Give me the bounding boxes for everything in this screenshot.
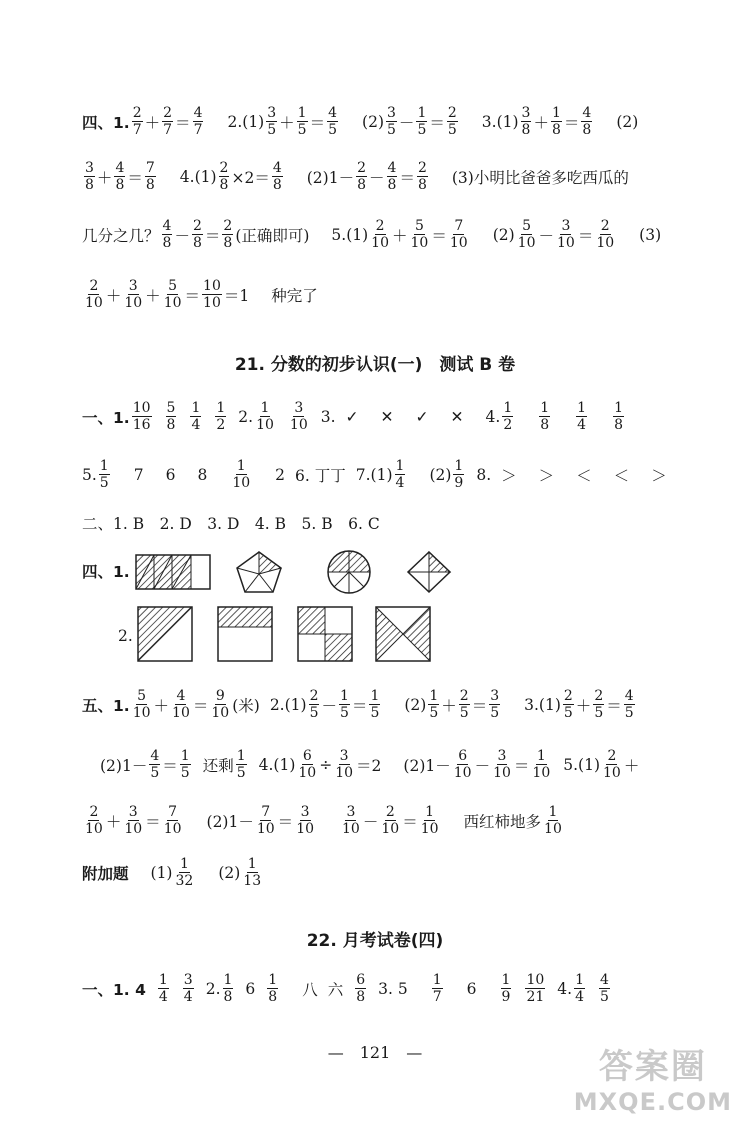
square-triangles-figure: [376, 607, 430, 661]
fraction: $\frac{1}{5}$: [99, 458, 109, 492]
fraction: $\frac{3}{10}$: [342, 804, 360, 838]
fraction: $\frac{1}{9}$: [454, 458, 464, 492]
fraction: $\frac{2}{8}$: [192, 218, 202, 252]
fraction: $\frac{2}{10}$: [85, 278, 103, 312]
fraction: $\frac{5}{8}$: [166, 400, 176, 434]
fraction: $\frac{4}{8}$: [115, 160, 125, 194]
fraction: $\frac{1}{5}$: [417, 105, 427, 139]
fraction: $\frac{3}{4}$: [183, 972, 193, 1006]
answer-line: 四、1. $\frac{2}{7}$ ＋ $\frac{2}{7}$ ＝ $\frac{4}{7}$ 2.(1) $\frac{3}{5}$ ＋ $\frac{1}{5}$ ＝ $\frac{4}{5}$ (2) $\frac{3}{5}$ － $\frac{1}{5}$ ＝ $\frac{2}{5}$ 3.(1) $\frac{3}{8}$ ＋ $\frac{1}{8}$ ＝ $\frac{4}{8}$ (2): [82, 105, 639, 139]
fraction: $\frac{7}{10}$: [449, 218, 468, 252]
check-mark: ✓: [345, 407, 359, 426]
fraction: $\frac{10}{21}$: [526, 972, 545, 1006]
fraction: $\frac{1}{10}$: [420, 804, 439, 838]
fraction: $\frac{4}{8}$: [272, 160, 282, 194]
circle-fraction-figure: [328, 551, 370, 593]
fraction: $\frac{1}{9}$: [501, 972, 511, 1006]
fraction: $\frac{1}{8}$: [540, 400, 550, 434]
fraction: $\frac{3}{10}$: [289, 400, 308, 434]
fraction: $\frac{5}{10}$: [163, 278, 182, 312]
compare-sign: ＜: [576, 466, 592, 485]
fraction: $\frac{3}{10}$: [335, 748, 354, 782]
rectangle-fraction-figure: [136, 555, 210, 589]
shape-figures-row-2: [136, 605, 456, 665]
fraction: $\frac{3}{10}$: [296, 804, 315, 838]
answer-line: 一、1. 4 $\frac{1}{4}$ $\frac{3}{4}$ 2. $\frac{1}{8}$ 6 $\frac{1}{8}$ 八 六 $\frac{6}{8}$ 3. 5 $\frac{1}{7}$ 6 $\frac{1}{9}$ $\frac{10}{21}$ 4. $\frac{1}{4}$ $\frac{4}{5}$: [82, 972, 609, 1006]
fraction: $\frac{2}{10}$: [381, 804, 400, 838]
fraction: $\frac{4}{5}$: [624, 688, 634, 722]
fraction: $\frac{1}{5}$: [340, 688, 349, 722]
fraction: $\frac{1}{4}$: [191, 400, 201, 434]
compare-sign: ＞: [651, 466, 667, 485]
fraction: $\frac{4}{5}$: [150, 748, 160, 782]
diamond-fraction-figure: [408, 552, 450, 592]
pentagon-fraction-figure: [237, 552, 281, 592]
fraction: $\frac{1}{8}$: [614, 400, 624, 434]
fraction: $\frac{9}{10}$: [211, 688, 230, 722]
fraction: $\frac{7}{10}$: [163, 804, 182, 838]
fraction: $\frac{7}{10}$: [256, 804, 275, 838]
fraction: $\frac{6}{10}$: [298, 748, 317, 782]
answer-line: (2)1－ $\frac{4}{5}$ ＝ $\frac{1}{5}$ 还剩 $\frac{1}{5}$ 4.(1) $\frac{6}{10}$ ÷ $\frac{3}{10}$ ＝2 (2)1－ $\frac{6}{10}$ － $\frac{3}{10}$ ＝ $\frac{1}{10}$ 5.(1) $\frac{2}{10}$ ＋: [100, 748, 640, 782]
fraction: $\frac{6}{8}$: [356, 972, 366, 1006]
section-title: 21. 分数的初步认识(一) 测试 B 卷: [234, 355, 516, 375]
fraction: $\frac{4}{8}$: [162, 218, 172, 252]
check-mark: ✓: [415, 407, 429, 426]
fraction: $\frac{2}{5}$: [563, 688, 573, 722]
fraction: $\frac{3}{8}$: [521, 105, 531, 139]
compare-sign: ＞: [538, 466, 555, 485]
fraction: $\frac{2}{10}$: [596, 218, 615, 252]
fraction: $\frac{2}{8}$: [223, 218, 233, 252]
fraction: $\frac{1}{4}$: [395, 458, 405, 492]
square-quarters-figure: [298, 607, 352, 661]
shape-figures-row-1: [134, 550, 454, 600]
fraction: $\frac{2}{7}$: [163, 105, 173, 139]
fraction: $\frac{1}{7}$: [432, 972, 442, 1006]
fraction: $\frac{2}{5}$: [459, 688, 469, 722]
fraction: $\frac{2}{8}$: [357, 160, 366, 194]
fraction: $\frac{1}{32}$: [175, 856, 194, 890]
fraction: $\frac{2}{5}$: [594, 688, 604, 722]
answer-line: 四、1.: [82, 563, 130, 581]
fraction: $\frac{3}{10}$: [124, 804, 143, 838]
fraction: $\frac{1}{5}$: [236, 748, 246, 782]
fraction: $\frac{2}{5}$: [309, 688, 319, 722]
fraction: $\frac{1}{4}$: [577, 400, 587, 434]
fraction: $\frac{4}{8}$: [582, 105, 592, 139]
watermark-logo: 答案圈 MXQE.COM: [573, 1047, 732, 1116]
answer-line: 五、1. $\frac{5}{10}$ ＋ $\frac{4}{10}$ ＝ $\frac{9}{10}$ (米) 2.(1) $\frac{2}{5}$ － $\frac{1}{5}$ ＝ $\frac{1}{5}$ (2) $\frac{1}{5}$ ＋ $\frac{2}{5}$ ＝ $\frac{3}{5}$ 3.(1) $\frac{2}{5}$ ＋ $\frac{2}{5}$ ＝ $\frac{4}{5}$: [82, 688, 634, 722]
answer-line: 一、1. $\frac{10}{16}$ $\frac{5}{8}$ $\frac{1}{4}$ $\frac{1}{2}$ 2. $\frac{1}{10}$ $\frac{3}{10}$ 3. ✓ ✕ ✓ ✕ 4. $\frac{1}{2}$ $\frac{1}{8}$ $\frac{1}{4}$ $\frac{1}{8}$: [82, 400, 624, 434]
fraction: $\frac{1}{10}$: [232, 458, 251, 492]
fraction: $\frac{2}{10}$: [371, 218, 389, 252]
answer-line: 2.: [118, 627, 133, 645]
fraction: $\frac{2}{10}$: [603, 748, 621, 782]
fraction: $\frac{1}{5}$: [429, 688, 439, 722]
fraction: $\frac{5}{10}$: [132, 688, 151, 722]
answer-line: 几分之几？ $\frac{4}{8}$ － $\frac{2}{8}$ ＝ $\frac{2}{8}$ (正确即可) 5.(1) $\frac{2}{10}$ ＋ $\frac{5}{10}$ ＝ $\frac{7}{10}$ (2) $\frac{5}{10}$ － $\frac{3}{10}$ ＝ $\frac{2}{10}$ (3): [82, 218, 662, 252]
fraction: $\frac{2}{10}$: [85, 804, 103, 838]
cross-mark: ✕: [450, 407, 464, 426]
fraction: $\frac{10}{10}$: [203, 278, 221, 312]
compare-sign: ＜: [613, 466, 630, 485]
fraction: $\frac{3}{5}$: [387, 105, 396, 139]
answer-line: 5. $\frac{1}{5}$ 7 6 8 $\frac{1}{10}$ 2 6. 丁丁 7.(1) $\frac{1}{4}$ (2) $\frac{1}{9}$ 8. ＞ ＞ ＜ ＜ ＞: [82, 458, 667, 492]
fraction: $\frac{1}{5}$: [180, 748, 190, 782]
answer-line: $\frac{3}{8}$ ＋ $\frac{4}{8}$ ＝ $\frac{7}{8}$ 4.(1) $\frac{2}{8}$ ×2＝ $\frac{4}{8}$ (2)1－ $\frac{2}{8}$ － $\frac{4}{8}$ ＝ $\frac{2}{8}$ (3)小明比爸爸多吃西瓜的: [85, 160, 629, 194]
page-number: — 121 —: [327, 1043, 423, 1062]
fraction: $\frac{2}{7}$: [132, 105, 142, 139]
fraction: $\frac{5}{10}$: [517, 218, 536, 252]
fraction: $\frac{1}{5}$: [297, 105, 307, 139]
fraction: $\frac{4}{5}$: [328, 105, 338, 139]
fraction: $\frac{3}{10}$: [493, 748, 511, 782]
section-title: 22. 月考试卷(四): [306, 931, 444, 951]
fraction: $\frac{4}{7}$: [193, 105, 203, 139]
cross-mark: ✕: [380, 407, 394, 426]
question-label: 四、1.: [82, 113, 130, 132]
fraction: $\frac{1}{8}$: [223, 972, 233, 1006]
rectangle-half-figure: [218, 607, 272, 661]
fraction: $\frac{1}{10}$: [532, 748, 551, 782]
fraction: $\frac{3}{5}$: [490, 688, 500, 722]
fraction: $\frac{1}{8}$: [268, 972, 278, 1006]
fraction: $\frac{7}{8}$: [145, 160, 155, 194]
answer-line: 附加题 (1) $\frac{1}{32}$ (2) $\frac{1}{13}$: [82, 856, 262, 890]
fraction: $\frac{1}{2}$: [216, 400, 226, 434]
fraction: $\frac{4}{5}$: [600, 972, 609, 1006]
fraction: $\frac{1}{4}$: [158, 972, 168, 1006]
fraction: $\frac{2}{5}$: [447, 105, 457, 139]
fraction: $\frac{1}{13}$: [243, 856, 262, 890]
fraction: $\frac{1}{5}$: [370, 688, 380, 722]
answer-line: 二、1. B 2. D 3. D 4. B 5. B 6. C: [82, 515, 380, 533]
fraction: $\frac{2}{8}$: [417, 160, 427, 194]
fraction: $\frac{5}{10}$: [410, 218, 429, 252]
fraction: $\frac{1}{10}$: [256, 400, 274, 434]
fraction: $\frac{1}{10}$: [544, 804, 562, 838]
fraction: $\frac{10}{16}$: [132, 400, 151, 434]
fraction: $\frac{4}{10}$: [172, 688, 190, 722]
fraction: $\frac{3}{5}$: [267, 105, 277, 139]
fraction: $\frac{1}{4}$: [575, 972, 585, 1006]
fraction: $\frac{1}{2}$: [503, 400, 513, 434]
answer-line: $\frac{2}{10}$ ＋ $\frac{3}{10}$ ＋ $\frac{5}{10}$ ＝ $\frac{10}{10}$ ＝1 种完了: [85, 278, 318, 312]
fraction: $\frac{2}{8}$: [219, 160, 229, 194]
square-diagonal-figure: [138, 607, 192, 661]
fraction: $\frac{3}{8}$: [85, 160, 94, 194]
compare-sign: ＞: [501, 466, 517, 485]
fraction: $\frac{1}{8}$: [551, 105, 561, 139]
fraction: $\frac{3}{10}$: [124, 278, 143, 312]
fraction: $\frac{4}{8}$: [387, 160, 397, 194]
answer-line: $\frac{2}{10}$ ＋ $\frac{3}{10}$ ＝ $\frac{7}{10}$ (2)1－ $\frac{7}{10}$ ＝ $\frac{3}{10}$ $\frac{3}{10}$ － $\frac{2}{10}$ ＝ $\frac{1}{10}$ 西红柿地多 $\frac{1}{10}$: [85, 804, 562, 838]
fraction: $\frac{3}{10}$: [557, 218, 575, 252]
fraction: $\frac{6}{10}$: [453, 748, 472, 782]
